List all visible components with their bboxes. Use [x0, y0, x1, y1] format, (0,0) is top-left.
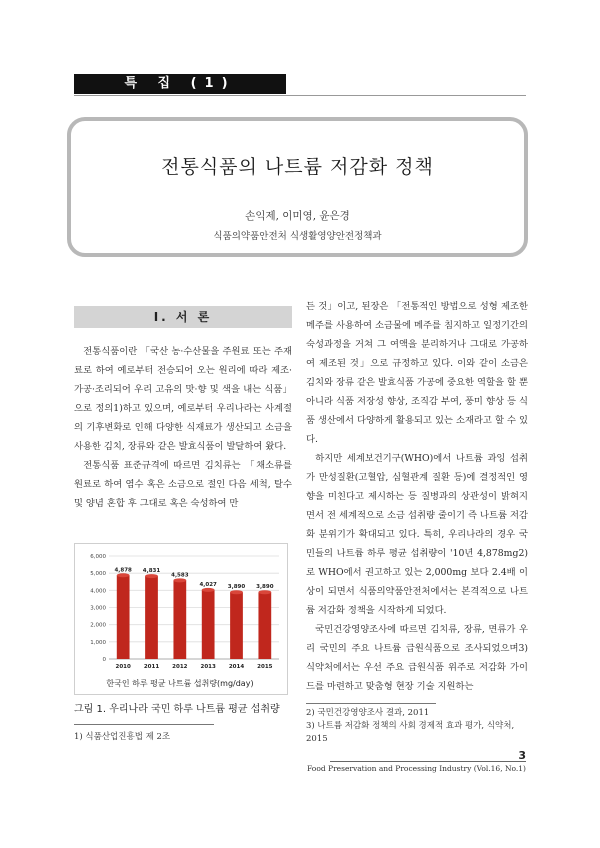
section-heading: Ⅰ. 서 론 — [74, 306, 292, 328]
bar-value-label: 3,890 — [256, 584, 274, 591]
x-tick-label: 2015 — [257, 664, 273, 670]
x-tick-label: 2010 — [115, 664, 131, 670]
special-feature-label: 특 집 (1) — [74, 74, 286, 94]
sodium-intake-chart — [74, 543, 288, 695]
y-tick-label: 3,000 — [90, 605, 106, 612]
left-paragraph-2: 전통식품 표준규격에 따르면 김치류는 「채소류를 원료로 하여 염수 혹은 소금으로 절인 다음 세척, 탈수 및 양념 혼합 후 그대로 혹은 숙성하여 만 — [74, 460, 292, 509]
footnote-rule-left — [74, 724, 214, 725]
chart-bar — [258, 592, 271, 659]
footnote-rule-right — [306, 703, 436, 704]
footnote-3: 3) 나트륨 저감화 정책의 사회 경제적 효과 평가, 식약처, 2015 — [306, 721, 515, 744]
page-number: 3 — [518, 749, 526, 762]
y-tick-label: 0 — [102, 657, 106, 663]
chart-bar — [145, 576, 158, 659]
left-paragraph-1: 전통식품이란 「국산 농·수산물을 주원료 또는 주재료로 하여 예로부터 전승되어 오는 원리에 따라 제조·가공·조리되어 우리 고유의 맛·향 및 색을 내는 식품」으로 정의1)하고 있으며, 예로부터 우리나라는 사계절의 기후변화로 인해 다양한 식재료가 생산되고 소금을 사용한 김치, 장류와 같은 발효식품이 발달하여 왔다. — [74, 346, 292, 452]
chart-bar-top — [202, 588, 215, 592]
header-rule — [74, 95, 526, 96]
bar-value-label: 3,890 — [227, 584, 246, 591]
chart-bar — [202, 590, 215, 659]
chart-bar-top — [173, 578, 186, 582]
chart-bar — [117, 575, 130, 659]
y-tick-label: 6,000 — [90, 554, 106, 560]
footnote-2: 2) 국민건강영양조사 결과, 2011 — [306, 708, 430, 718]
y-tick-label: 1,000 — [90, 639, 106, 646]
right-paragraph-1: 든 것」이고, 된장은 「전통적인 방법으로 성형 제조한 메주를 사용하여 소금물에 메주를 침지하고 일정기간의 숙성과정을 거쳐 그 여액을 분리하거나 그대로 가공하여 제조된 것」으로 규정하고 있다. 이와 같이 소금은 김치와 장류 같은 발효식품 가공에 중요한 역할을 할 뿐 아니라 식품 저장성 향상, 조직감 부여, 풍미 향상 등 식품 생산에서 다양하게 활용되고 있는 소재라고 할 수 있다. — [306, 301, 528, 445]
figure-caption: 그림 1. 우리나라 국민 하루 나트륨 평균 섭취량 — [74, 704, 280, 715]
bar-value-label: 4,027 — [199, 581, 217, 588]
right-paragraph-3: 국민건강영양조사에 따르면 김치류, 장류, 면류가 우리 국민의 주요 나트륨 급원식품으로 조사되었으며3) 식약처에서는 우선 주요 급원식품 위주로 저감화 가이드를 마련하고 맞춤형 현장 기술 지원하는 — [306, 624, 528, 692]
chart-inner-caption: 한국인 하루 평균 나트륨 섭취량(mg/day) — [106, 679, 254, 688]
chart-bar — [230, 592, 243, 659]
right-column — [306, 297, 528, 696]
footer-rule — [330, 761, 526, 762]
y-tick-label: 5,000 — [90, 571, 106, 578]
footnotes-right — [306, 707, 528, 746]
chart-svg — [75, 544, 287, 694]
article-title: 전통식품의 나트륨 저감화 정책 — [161, 156, 434, 178]
chart-bar-top — [258, 590, 271, 594]
x-tick-label: 2013 — [200, 664, 216, 670]
article-affiliation: 식품의약품안전처 식생활영양안전정책과 — [213, 231, 382, 242]
x-tick-label: 2012 — [172, 664, 188, 670]
bar-value-label: 4,583 — [171, 572, 189, 579]
chart-bar-top — [230, 590, 243, 594]
right-paragraph-2: 하지만 세계보건기구(WHO)에서 나트륨 과잉 섭취가 만성질환(고혈압, 심혈관계 질환 등)에 결정적인 영향을 미친다고 제시하는 등 질병과의 상관성이 밝혀지면서 전 세계적으로 소금 섭취량 줄이기 즉 나트륨 저감화 분위기가 확대되고 있다. 특히, 우리나라의 경우 국민들의 나트륨 하루 평균 섭취량이 '10년 4,878mg2)로 WHO에서 권고하고 있는 2,000mg 보다 2.4배 이상이 되면서 식품의약품안전처에서는 본격적으로 나트륨 저감화 정책을 시작하게 되었다. — [306, 453, 528, 616]
chart-bar — [173, 580, 186, 659]
footnote-left: 1) 식품산업진흥법 제 2조 — [74, 732, 171, 742]
chart-bar-top — [117, 573, 130, 577]
left-column — [74, 342, 292, 513]
y-tick-label: 2,000 — [90, 622, 106, 629]
x-tick-label: 2011 — [143, 664, 160, 670]
x-tick-label: 2014 — [228, 664, 245, 670]
bar-value-label: 4,831 — [142, 568, 161, 575]
journal-name: Food Preservation and Processing Industry (Vol.16, No.1) — [307, 764, 526, 773]
y-tick-label: 4,000 — [90, 588, 106, 595]
article-authors: 손익제, 이미영, 윤은경 — [245, 210, 350, 222]
bar-value-label: 4,878 — [114, 567, 132, 574]
chart-bar-top — [145, 574, 158, 578]
